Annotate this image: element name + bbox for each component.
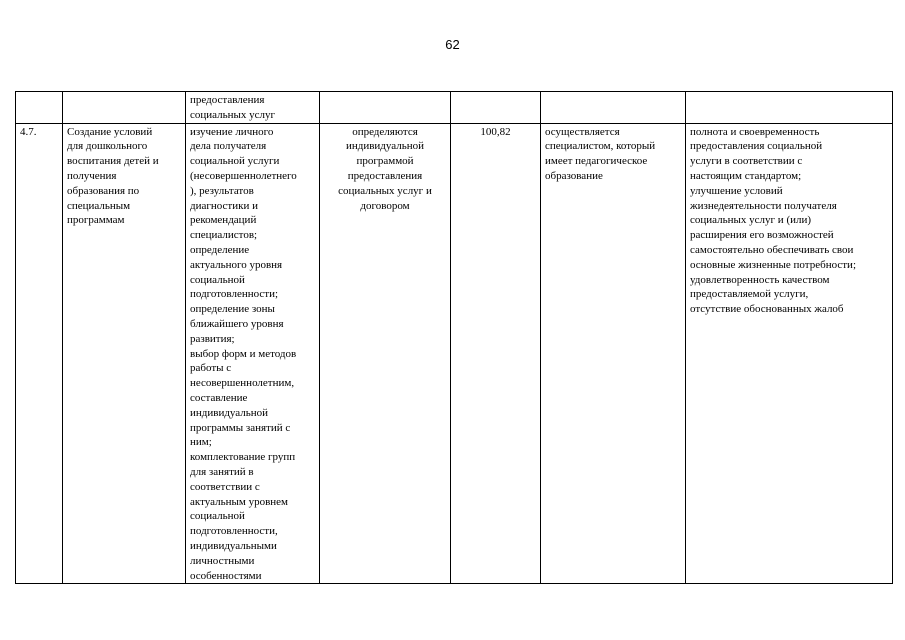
- text-line: социальных услуг и: [338, 184, 432, 197]
- table-row-continued: [16, 92, 893, 124]
- text-line: основные жизненные потребности;: [690, 258, 856, 271]
- text-line: предоставления социальной: [690, 140, 823, 153]
- text-line: соответствии с: [190, 480, 260, 493]
- text-line: специалистом, который: [545, 140, 656, 153]
- cell-indicators: [686, 123, 893, 584]
- text-line: ближайшего уровня: [190, 317, 284, 330]
- text-line: определяются: [352, 125, 418, 138]
- text-line: актуального уровня: [190, 258, 283, 271]
- text-line: социальных услуг: [190, 108, 276, 121]
- text-line: специалистов;: [190, 229, 258, 242]
- text-line: личностными: [190, 554, 255, 567]
- text-line: предоставления: [190, 94, 265, 106]
- text-line: подготовленности,: [190, 525, 278, 538]
- cell-terms: [320, 92, 451, 124]
- text-line: индивидуальными: [190, 539, 277, 552]
- text-line: образования по: [67, 184, 140, 197]
- text-line: диагностики и: [190, 199, 258, 212]
- text-line: получения: [67, 169, 117, 182]
- text-line: программам: [67, 214, 125, 227]
- text-line: услуги в соответствии с: [690, 155, 803, 168]
- text-line: расширения его возможностей: [690, 229, 834, 242]
- text-line: имеет педагогическое: [545, 155, 648, 168]
- text-line: развития;: [190, 332, 235, 345]
- text-line: улучшение условий: [690, 184, 783, 197]
- text-line: Создание условий: [67, 125, 153, 138]
- text-line: социальных услуг и (или): [690, 214, 812, 227]
- cell-rate: 100,82: [451, 123, 541, 584]
- text-line: полнота и своевременность: [690, 125, 820, 138]
- text-line: настоящим стандартом;: [690, 169, 802, 182]
- text-line: подготовленности;: [190, 288, 279, 301]
- text-line: специальным: [67, 199, 131, 212]
- text-line: воспитания детей и: [67, 155, 159, 168]
- text-line: особенностями: [190, 569, 262, 582]
- text-line: жизнедеятельности получателя: [690, 199, 837, 212]
- text-line: предоставления: [347, 169, 423, 182]
- cell-number: [16, 92, 63, 124]
- text-line: удовлетворенность качеством: [690, 273, 830, 286]
- text-line: программы занятий с: [190, 421, 291, 434]
- text-line: индивидуальной: [190, 406, 269, 419]
- cell-number: 4.7.: [16, 123, 63, 584]
- cell-conditions: [541, 123, 686, 584]
- cell-rate: [451, 92, 541, 124]
- services-table: [15, 91, 893, 584]
- text-line: рекомендаций: [190, 214, 257, 227]
- text-line: работы с: [190, 362, 232, 375]
- text-line: осуществляется: [545, 125, 620, 138]
- cell-indicators: [686, 92, 893, 124]
- text-line: определение зоны: [190, 303, 275, 316]
- cell-conditions: [541, 92, 686, 124]
- text-line: самостоятельно обеспечивать свои: [690, 243, 854, 256]
- text-line: образование: [545, 169, 603, 182]
- text-line: определение: [190, 243, 250, 256]
- table-row: [16, 123, 893, 584]
- text-line: для дошкольного: [67, 140, 148, 153]
- text-line: комплектование групп: [190, 451, 296, 464]
- page-number: 62: [445, 37, 460, 52]
- text-line: индивидуальной: [345, 140, 425, 153]
- text-line: предоставляемой услуги,: [690, 288, 809, 301]
- text-line: составление: [190, 391, 248, 404]
- cell-service-name: [63, 123, 186, 584]
- cell-description: [186, 92, 320, 124]
- cell-service-name: [63, 92, 186, 124]
- cell-description: [186, 123, 320, 584]
- text-line: программой: [356, 155, 414, 168]
- text-line: дела получателя: [190, 140, 267, 153]
- text-line: несовершеннолетним,: [190, 377, 295, 390]
- text-line: социальной: [190, 510, 245, 523]
- text-line: ним;: [190, 436, 212, 449]
- text-line: социальной услуги: [190, 155, 280, 168]
- text-line: ), результатов: [190, 184, 254, 197]
- text-line: для занятий в: [190, 465, 254, 478]
- text-line: изучение личного: [190, 125, 274, 138]
- text-line: договором: [360, 199, 410, 212]
- text-line: актуальным уровнем: [190, 495, 288, 508]
- text-line: социальной: [190, 273, 245, 286]
- text-line: выбор форм и методов: [190, 347, 297, 360]
- cell-terms: [320, 123, 451, 584]
- text-line: (несовершеннолетнего: [190, 169, 297, 182]
- text-line: отсутствие обоснованных жалоб: [690, 303, 844, 316]
